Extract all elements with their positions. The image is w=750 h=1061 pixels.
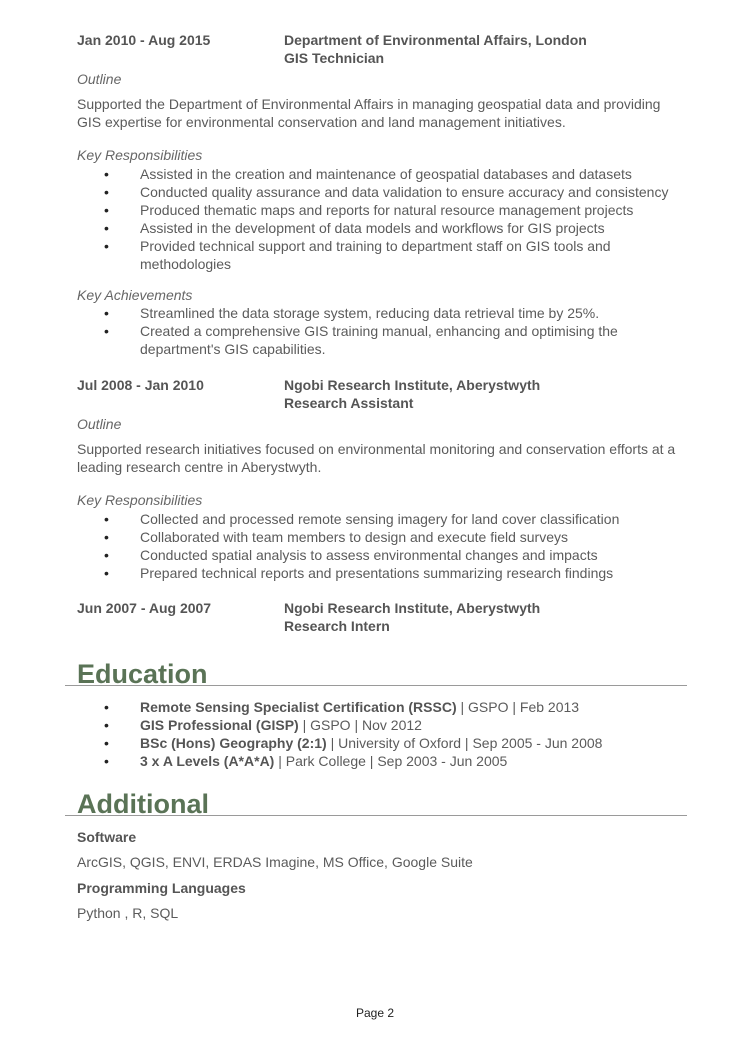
achievements-list xyxy=(77,304,687,358)
software-text: ArcGIS, QGIS, ENVI, ERDAS Imagine, MS Office, Google Suite xyxy=(77,854,473,870)
section-divider xyxy=(65,815,687,816)
job-header xyxy=(77,376,687,412)
job-title: Research Assistant xyxy=(284,395,414,411)
bullet-icon: • xyxy=(104,717,109,733)
bullet-icon: • xyxy=(104,529,109,545)
list-item: • Collected and processed remote sensing imagery for land cover classification xyxy=(104,511,620,527)
list-item: • Provided technical support and training to department staff on GIS tools and methodologies xyxy=(104,238,611,272)
additional-heading: Additional xyxy=(77,789,209,819)
bullet-icon: • xyxy=(104,565,109,581)
page-number: Page 2 xyxy=(355,1006,395,1020)
achievements-label: Key Achievements xyxy=(77,287,193,303)
job-title: GIS Technician xyxy=(284,50,385,66)
responsibilities-list xyxy=(77,165,687,273)
section-divider xyxy=(65,685,687,686)
education-list xyxy=(77,698,687,770)
bullet-icon: • xyxy=(104,202,109,218)
job-organisation: Ngobi Research Institute, Aberystwyth xyxy=(284,600,541,616)
job-header xyxy=(77,31,687,67)
programming-text: Python , R, SQL xyxy=(77,905,179,921)
responsibilities-list xyxy=(77,510,687,582)
job-dates: Jun 2007 - Aug 2007 xyxy=(77,600,212,616)
bullet-icon: • xyxy=(104,699,109,715)
education-heading: Education xyxy=(77,659,208,689)
list-item: • Assisted in the creation and maintenance of geospatial databases and datasets xyxy=(104,166,632,182)
list-item: • Created a comprehensive GIS training manual, enhancing and optimising the department's GIS capabilities. xyxy=(104,323,618,357)
bullet-icon: • xyxy=(104,735,109,751)
bullet-icon: • xyxy=(104,238,109,254)
job-dates: Jan 2010 - Aug 2015 xyxy=(77,32,211,48)
list-item: • BSc (Hons) Geography (2:1) | University of Oxford | Sep 2005 - Jun 2008 xyxy=(104,735,603,751)
list-item: • Produced thematic maps and reports for natural resource management projects xyxy=(104,202,634,218)
outline-text: Supported the Department of Environmental Affairs in managing geospatial data and providing GIS expertise for environmental conservation and land management initiatives. xyxy=(77,96,661,130)
bullet-icon: • xyxy=(104,511,109,527)
job-header xyxy=(77,599,687,635)
responsibilities-label: Key Responsibilities xyxy=(77,147,203,163)
bullet-icon: • xyxy=(104,753,109,769)
responsibilities-label: Key Responsibilities xyxy=(77,492,203,508)
job-organisation: Ngobi Research Institute, Aberystwyth xyxy=(284,377,541,393)
job-title: Research Intern xyxy=(284,618,390,634)
job-entry xyxy=(77,599,687,635)
job-organisation: Department of Environmental Affairs, London xyxy=(284,32,587,48)
bullet-icon: • xyxy=(104,184,109,200)
job-entry xyxy=(77,31,687,67)
list-item: • Streamlined the data storage system, reducing data retrieval time by 25%. xyxy=(104,305,600,321)
list-item: • Collaborated with team members to design and execute field surveys xyxy=(104,529,568,545)
list-item: • Prepared technical reports and presentations summarizing research findings xyxy=(104,565,614,581)
outline-label: Outline xyxy=(77,416,122,432)
outline-text: Supported research initiatives focused on environmental monitoring and conservation efforts at a leading research centre in Aberystwyth. xyxy=(77,441,676,475)
bullet-icon: • xyxy=(104,547,109,563)
list-item: • Conducted spatial analysis to assess environmental changes and impacts xyxy=(104,547,598,563)
outline-label: Outline xyxy=(77,71,122,87)
job-dates: Jul 2008 - Jan 2010 xyxy=(77,377,204,393)
list-item: • 3 x A Levels (A*A*A) | Park College | Sep 2003 - Jun 2005 xyxy=(104,753,508,769)
list-item: • Assisted in the development of data models and workflows for GIS projects xyxy=(104,220,605,236)
bullet-icon: • xyxy=(104,166,109,182)
list-item: • Conducted quality assurance and data validation to ensure accuracy and consistency xyxy=(104,184,669,200)
list-item: • Remote Sensing Specialist Certification (RSSC) | GSPO | Feb 2013 xyxy=(104,699,580,715)
programming-label: Programming Languages xyxy=(77,880,246,896)
job-entry xyxy=(77,376,687,412)
bullet-icon: • xyxy=(104,323,109,339)
list-item: • GIS Professional (GISP) | GSPO | Nov 2012 xyxy=(104,717,422,733)
bullet-icon: • xyxy=(104,305,109,321)
bullet-icon: • xyxy=(104,220,109,236)
software-label: Software xyxy=(77,829,137,845)
